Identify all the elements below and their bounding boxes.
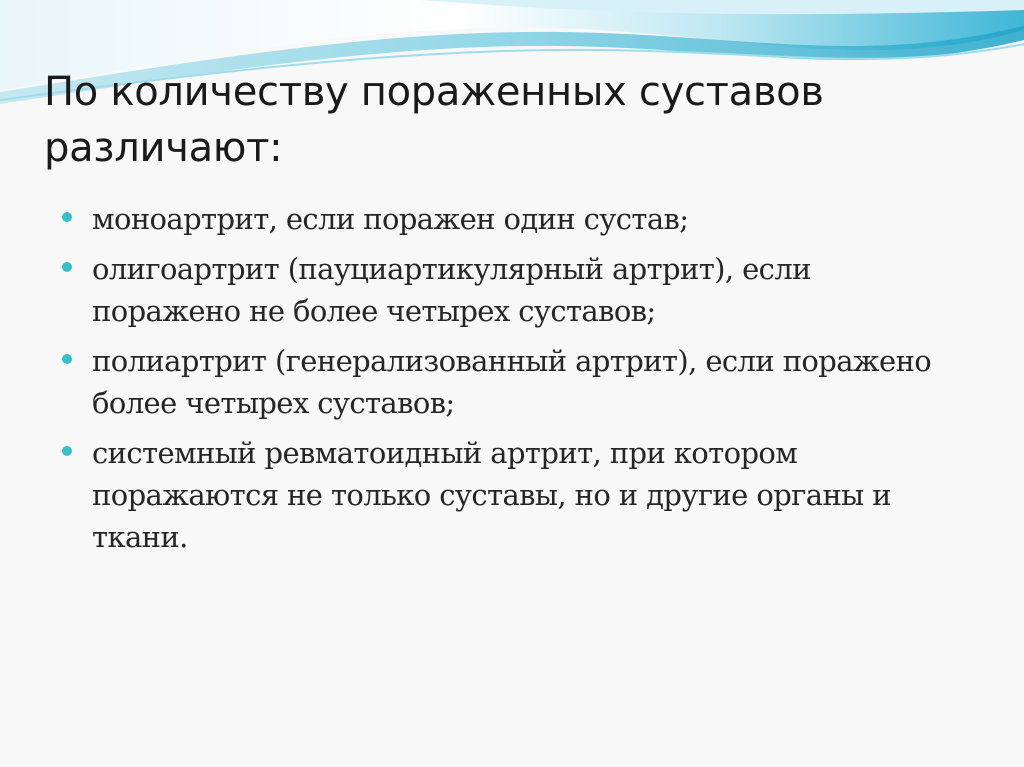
bullet-dot-icon [62, 212, 72, 222]
bullet-dot-icon [62, 262, 72, 272]
list-item [60, 198, 960, 240]
list-item [60, 248, 960, 332]
bullet-text: олигоартрит (пауциартикулярный артрит), если поражено не более четырех суставов; [92, 252, 811, 328]
list-item [60, 432, 960, 558]
bullet-dot-icon [62, 354, 72, 364]
list-item [60, 340, 960, 424]
bullet-dot-icon [62, 446, 72, 456]
slide-title: По количеству пораженных суставов различают: [44, 69, 824, 171]
bullet-text: полиартрит (генерализованный артрит), если поражено более четырех суставов; [92, 344, 932, 420]
bullet-text: системный ревматоидный артрит, при котором поражаются не только суставы, но и другие органы и ткани. [92, 436, 892, 554]
bullet-list [60, 198, 960, 566]
bullet-text: моноартрит, если поражен один сустав; [92, 202, 689, 236]
